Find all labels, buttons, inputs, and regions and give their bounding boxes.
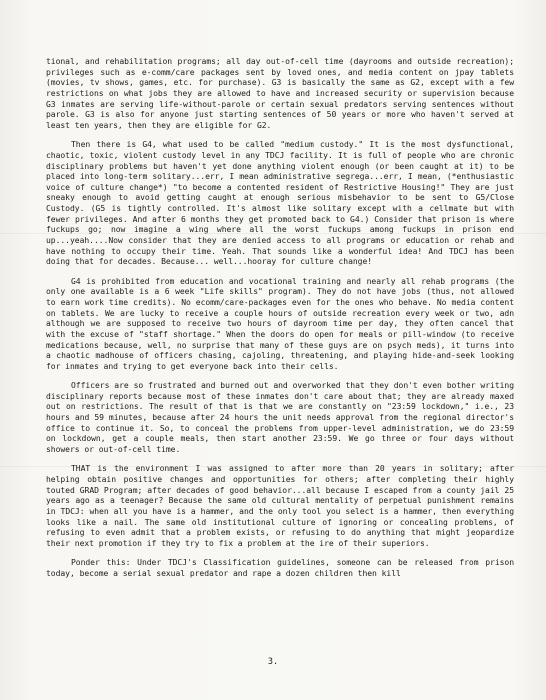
paragraph-g4-prohibitions: G4 is prohibited from education and vocational training and nearly all rehab programs (the only one available is a 6 week "Life skills" program). They do not have jobs (thus, not allowed to earn work time credits). No ecomm/care-packages even for the ones who behave. No media content on tablets. We are lucky to receive a couple hours of outside recreation every week or two, adn although we are supposed to receive two hours of dayroom time per day, they often cancel that with the excuse of "staff shortage." When the doors do open for meals or pill-window (to receive medications because, well, no surprise that many of these guys are on psych meds), it turns into a chaotic madhouse of officers chasing, cajoling, threatening, and playing hide-and-seek looking for inmates and trying to get everyone back into their cells. — [46, 276, 514, 371]
paragraph-ponder-this: Ponder this: Under TDCJ's Classification guidelines, someone can be released from prison today, become a serial sexual predator and rape a dozen children then kill — [46, 558, 514, 578]
paragraph-officers-lockdown: Officers are so frustrated and burned out and overworked that they don't even bother writing disciplinary reports because most of these inmates don't care about that; they are already maxed out on restrictions. The result of that is that we are constantly on "23:59 lockdown," i.e., 23 hours and 59 minutes, because after 24 hours the unit needs approval from the regional director's office to continue it. So, to conceal the problems from upper-level administration, we do 23:59 on lockdown, get a couple meals, then start another 23:59. We go three or four days without showers or out-of-cell time. — [46, 381, 514, 455]
paragraph-g4-medium-custody: Then there is G4, what used to be called "medium custody." It is the most dysfunctional, chaotic, toxic, violent custody level in any TDCJ facility. It is full of people who are chronic disciplinary problems but haven't yet done anything violent enough (or been caught at it) to be placed into long-term solitary...err, I mean administrative segrega...err, I mean, (*enthusiastic voice of culture change*) "to become a contented resident of Restrictive Housing!" They are just sneaky enough to avoid getting caught at enough serious misbehavior to be sent to G5/Close Custody. (G5 is tightly controlled. It's almost like solitary except with a cellmate but with fewer privileges. And after 6 months they get promoted back to G4.) Consider that prison is where fuckups go; now imagine a wing where all the worst fuckups among fuckups in prison end up...yeah....Now consider that they are denied access to all programs or education or rehab and have nothing to occupy their time. Yeah. That sounds like a wonderful idea! And TDCJ has been doing that for decades. Because... well...hooray for culture change! — [46, 140, 514, 267]
page-number: 3. — [267, 657, 279, 667]
paragraph-g3-description: tional, and rehabilitation programs; all day out-of-cell time (dayrooms and outside recreation); privileges such as e-comm/care packages sent by loved ones, and media content on jpay tablets (movies, tv shows, games, etc. for purchase). G3 is basically the same as G2, except with a few restrictions on what jobs they are allowed to have and increased security or supervision because G3 inmates are serving life-without-parole or certain sexual predators serving sentences without parole. G3 is also for anyone just starting sentences of 50 years or more who haven't served at least ten years, then they are eligible for G2. — [46, 57, 514, 130]
paragraph-environment: THAT is the environment I was assigned to after more than 20 years in solitary; after helping obtain positive changes and opportunities for others; after completing their highly touted GRAD Program; after decades of good behavior...all because I escaped from a county jail 25 years ago as a teenager? Because the same old cultural mentality of perpetual punishment remains in TDCJ: when all you have is a hammer, and the only tool you select is a hammer, then everything looks like a nail. The same old institutional culture of ignoring or concealing problems, of refusing to even admit that a problem exists, or refusing to do anything that might jeopardize their next promotion if they try to fix a problem at the ire of their superiors. — [46, 464, 514, 548]
document-body — [46, 57, 514, 588]
